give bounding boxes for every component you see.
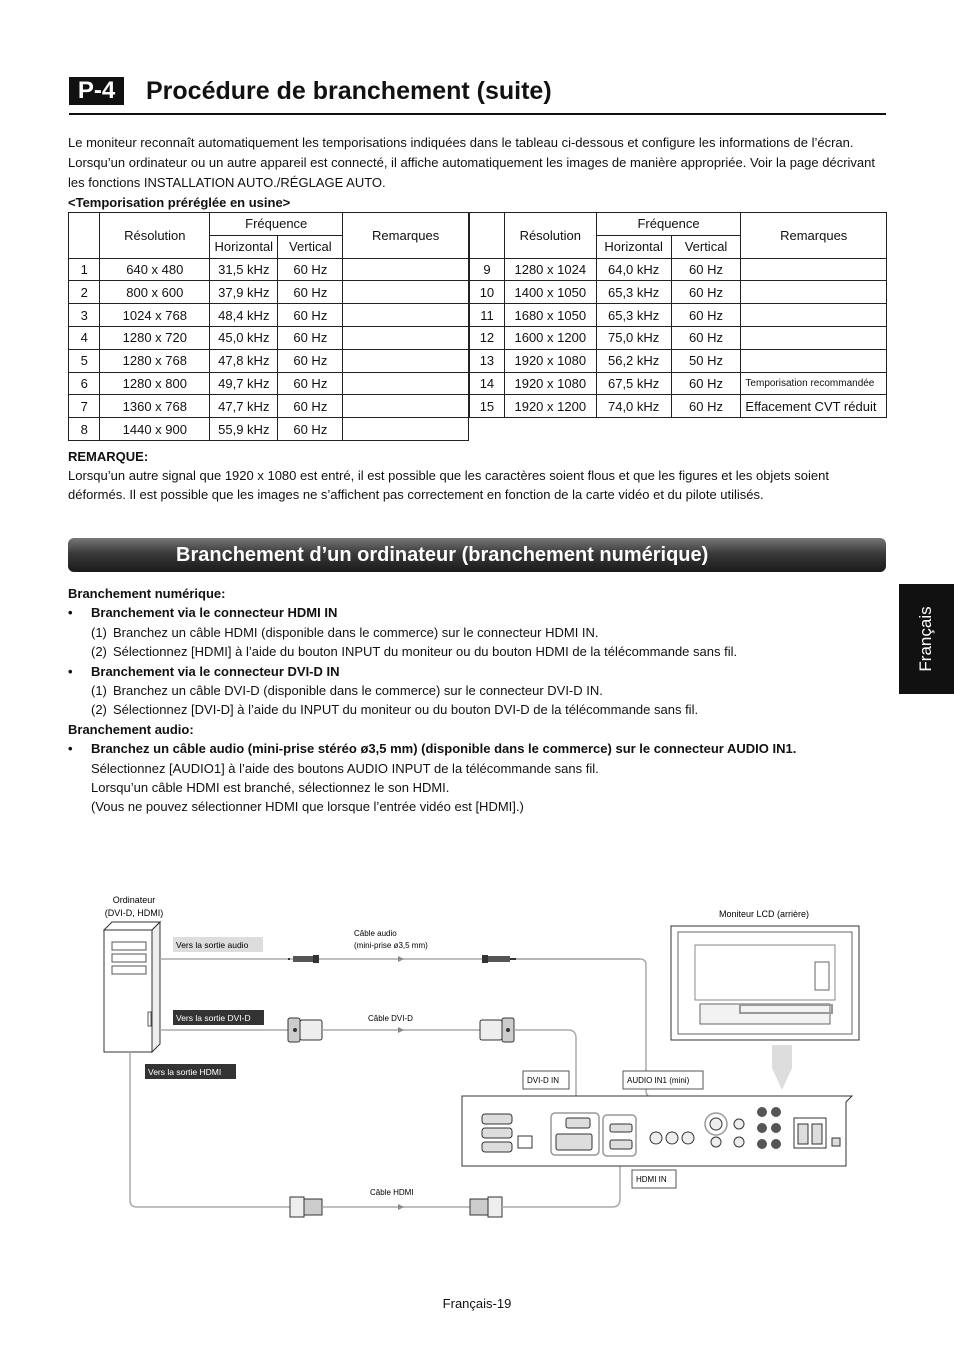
header-frequency: Fréquence [210,213,343,236]
table-cell-n: 11 [470,304,505,327]
table-cell-n: 4 [69,326,100,349]
page-number: Français-19 [442,1296,512,1311]
dvi-step: (2) Sélectionnez [DVI-D] à l’aide du INPUT du moniteur ou du bouton DVI-D de la télécommande sans fil. [91,702,699,718]
table-cell-v: 60 Hz [278,395,343,418]
table-cell-v: 60 Hz [671,258,741,281]
table-cell-n: 8 [69,418,100,441]
table-cell-rem: Effacement CVT réduit [741,395,887,418]
table-cell-h: 55,9 kHz [210,418,278,441]
table-cell-rem [343,349,469,372]
table-cell-v: 50 Hz [671,349,741,372]
table-row [69,395,469,418]
audio-out-label: Vers la sortie audio [176,940,249,950]
table-cell-res: 1680 x 1050 [504,304,596,327]
table-cell-n: 9 [470,258,505,281]
language-tab [899,584,954,694]
monitor-label: Moniteur LCD (arrière) [718,909,810,919]
intro-paragraph: Le moniteur reconnaît automatiquement les temporisations indiquées dans le tableau ci-dessous et configure les informations de l’écran. Lorsqu’un ordinateur ou un autre appareil est connecté, il affiche automatiquement les images de manière appropriée. Voir la page décrivant les fonctions INSTALLATION AUTO./RÉGLAGE AUTO. [68,135,875,190]
dvi-in-label: DVI-D IN [527,1076,559,1085]
section-badge: P-4 [69,77,124,105]
header-horizontal: Horizontal [596,235,671,258]
computer-tower-icon [104,922,160,1052]
table-cell-v: 60 Hz [278,418,343,441]
table-cell-rem [343,304,469,327]
timing-table-right [469,212,887,418]
table-row [470,304,887,327]
audio-cable-label-sub: (mini-prise ø3,5 mm) [354,941,428,950]
table-row [470,372,887,395]
hdmi-bullet: • Branchement via le connecteur HDMI IN [68,605,338,621]
table-cell-h: 37,9 kHz [210,281,278,304]
intro-block [68,133,888,213]
audio-cable-label: Câble audio [354,929,397,938]
table-cell-h: 65,3 kHz [596,304,671,327]
table-cell-v: 60 Hz [278,326,343,349]
table-row [69,304,469,327]
table-cell-v: 60 Hz [671,395,741,418]
table-cell-v: 60 Hz [671,372,741,395]
arrow-down-icon [772,1045,792,1090]
table-cell-n: 6 [69,372,100,395]
table-cell-h: 65,3 kHz [596,281,671,304]
hdmi-step: (2) Sélectionnez [HDMI] à l’aide du bouton INPUT du moniteur ou du bouton HDMI de la télécommande sans fil. [91,644,738,660]
remark-text: Lorsqu’un autre signal que 1920 x 1080 est entré, il est possible que les caractères soient flous et que les figures et les objets soient déformés. Il est possible que les images ne s’affichent pas correctement en fonction de la carte vidéo et du pilote utilisés. [68,468,829,502]
table-cell-v: 60 Hz [671,326,741,349]
table-cell-n: 10 [470,281,505,304]
audio-line: Sélectionnez [AUDIO1] à l’aide des boutons AUDIO INPUT de la télécommande sans fil. [91,760,599,776]
title-rule [69,113,886,115]
header-number [470,213,505,259]
header-vertical: Vertical [278,235,343,258]
audio-title: Branchement audio: [68,721,194,737]
table-cell-res: 800 x 600 [100,281,210,304]
hdmi-out-label: Vers la sortie HDMI [148,1067,222,1077]
hdmi-title: Branchement via le connecteur HDMI IN [91,605,338,621]
table-cell-res: 1440 x 900 [100,418,210,441]
table-cell-n: 14 [470,372,505,395]
table-cell-h: 49,7 kHz [210,372,278,395]
table-cell-v: 60 Hz [671,304,741,327]
hdmi-in-label: HDMI IN [636,1175,667,1184]
hdmi-step: (1) Branchez un câble HDMI (disponible dans le commerce) sur le connecteur HDMI IN. [91,624,599,640]
table-cell-h: 56,2 kHz [596,349,671,372]
connection-diagram [0,880,954,1240]
table-cell-h: 47,7 kHz [210,395,278,418]
connector-panel [462,1096,852,1166]
table-cell-rem [343,372,469,395]
table-cell-n: 2 [69,281,100,304]
table-cell-h: 74,0 kHz [596,395,671,418]
hdmi-cable-label: Câble HDMI [370,1188,414,1197]
computer-label-sub: (DVI-D, HDMI) [104,908,164,918]
table-cell-res: 640 x 480 [100,258,210,281]
section-heading: Branchement d’un ordinateur (branchement numérique) [68,538,886,572]
table-cell-rem [343,326,469,349]
table-cell-res: 1920 x 1080 [504,349,596,372]
table-cell-res: 1280 x 768 [100,349,210,372]
table-cell-h: 67,5 kHz [596,372,671,395]
digital-title: Branchement numérique: [68,586,226,601]
audio-cable-icon [160,955,716,1120]
table-cell-res: 1400 x 1050 [504,281,596,304]
dvi-step: (1) Branchez un câble DVI-D (disponible dans le commerce) sur le connecteur DVI-D IN. [91,682,603,698]
table-cell-rem [741,258,887,281]
table-row [69,258,469,281]
table-row [69,349,469,372]
table-row [69,372,469,395]
table-cell-res: 1360 x 768 [100,395,210,418]
header-remarks: Remarques [741,213,887,259]
table-cell-res: 1280 x 1024 [504,258,596,281]
header-remarks: Remarques [343,213,469,259]
table-cell-res: 1600 x 1200 [504,326,596,349]
table-cell-rem [343,281,469,304]
header-resolution: Résolution [100,213,210,259]
audio-in-label: AUDIO IN1 (mini) [627,1076,690,1085]
table-cell-v: 60 Hz [278,281,343,304]
table-cell-rem [741,281,887,304]
table-row [470,395,887,418]
table-cell-res: 1280 x 720 [100,326,210,349]
timing-table-left [68,212,469,441]
table-cell-v: 60 Hz [278,372,343,395]
table-cell-v: 60 Hz [671,281,741,304]
table-cell-n: 7 [69,395,100,418]
table-cell-res: 1920 x 1080 [504,372,596,395]
dvi-cable-label: Câble DVI-D [368,1014,413,1023]
header-resolution: Résolution [504,213,596,259]
table-caption: <Temporisation préréglée en usine> [68,195,291,210]
table-cell-rem [343,258,469,281]
remark-block [68,447,888,504]
table-row [470,326,887,349]
audio-line: Lorsqu’un câble HDMI est branché, sélectionnez le son HDMI. [91,779,450,795]
table-cell-h: 64,0 kHz [596,258,671,281]
table-cell-res: 1024 x 768 [100,304,210,327]
table-cell-n: 15 [470,395,505,418]
table-cell-h: 48,4 kHz [210,304,278,327]
page-title: Procédure de branchement (suite) [146,77,552,105]
table-cell-rem [343,395,469,418]
instructions [68,584,888,817]
header-horizontal: Horizontal [210,235,278,258]
table-cell-n: 5 [69,349,100,372]
table-cell-h: 45,0 kHz [210,326,278,349]
computer-label: Ordinateur [112,895,156,905]
remark-title: REMARQUE: [68,449,149,464]
table-cell-v: 60 Hz [278,349,343,372]
table-cell-res: 1920 x 1200 [504,395,596,418]
table-cell-rem [741,326,887,349]
table-cell-h: 75,0 kHz [596,326,671,349]
table-cell-rem [741,349,887,372]
header-vertical: Vertical [671,235,741,258]
audio-line: (Vous ne pouvez sélectionner HDMI que lorsque l’entrée vidéo est [HDMI].) [91,799,524,815]
table-row [69,281,469,304]
dvi-title: Branchement via le connecteur DVI-D IN [91,663,340,679]
audio-bullet: • Branchez un câble audio (mini-prise stéréo ø3,5 mm) (disponible dans le commerce) sur le connecteur AUDIO IN1. [68,741,797,757]
table-row [69,326,469,349]
table-cell-n: 1 [69,258,100,281]
dvi-out-label: Vers la sortie DVI-D [176,1013,251,1023]
table-cell-n: 12 [470,326,505,349]
language-tab-label: Français [916,606,935,672]
table-cell-h: 31,5 kHz [210,258,278,281]
monitor-rear-icon [671,926,859,1040]
table-cell-v: 60 Hz [278,258,343,281]
table-row [470,258,887,281]
table-cell-rem: Temporisation recommandée [741,372,887,395]
header-frequency: Fréquence [596,213,741,236]
table-row [69,418,469,441]
dvi-bullet: • Branchement via le connecteur DVI-D IN [68,663,340,679]
table-cell-h: 47,8 kHz [210,349,278,372]
table-cell-res: 1280 x 800 [100,372,210,395]
table-cell-n: 3 [69,304,100,327]
table-row [470,349,887,372]
table-cell-n: 13 [470,349,505,372]
table-cell-rem [343,418,469,441]
table-cell-v: 60 Hz [278,304,343,327]
header-number [69,213,100,259]
table-cell-rem [741,304,887,327]
table-row [470,281,887,304]
